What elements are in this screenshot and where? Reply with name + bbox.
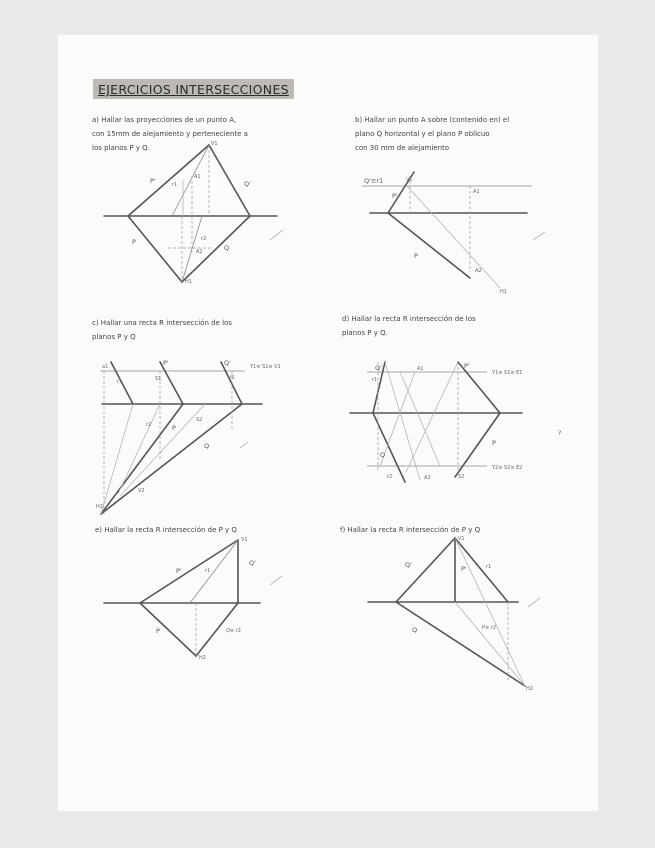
trace-p (455, 602, 525, 686)
label: Q≡ r2 (226, 628, 241, 634)
label: Q' (249, 559, 256, 567)
label: V1 (458, 536, 465, 542)
statement-line: planos P y Q. (342, 329, 388, 337)
diagram-d (350, 362, 561, 482)
page-title: EJERCICIOS INTERSECCIONES (98, 82, 289, 97)
label: V1 (211, 141, 218, 147)
label: Q (224, 244, 230, 252)
trace-p (140, 603, 196, 656)
statement-line: f) Hallar la recta R intersección de P y Q (340, 526, 481, 534)
statement-line: con 30 mm de alejamiento (355, 144, 450, 152)
label: r2 (387, 474, 393, 480)
label: Q' (405, 561, 412, 569)
label: r1 (117, 379, 123, 385)
label: A1 (417, 366, 424, 372)
check-mark (270, 576, 282, 585)
statement-line: plano Q horizontal y el plano P oblicuo (355, 130, 490, 138)
label: r1 (486, 564, 492, 570)
check-mark (240, 442, 248, 448)
line-r1 (190, 540, 238, 603)
label: P' (176, 567, 182, 575)
label: Q' (375, 364, 382, 372)
label: Y1≡ S1≡ V1 (250, 364, 281, 370)
label: Q' (244, 180, 251, 188)
aux-line (407, 186, 500, 288)
aux-line (101, 404, 133, 514)
label: a1 (102, 364, 109, 370)
label: S1 (155, 376, 162, 382)
aux-line (400, 372, 440, 466)
label: V1 (241, 537, 248, 543)
label: H2 (526, 686, 533, 692)
statement-line: d) Hallar la recta R intersección de los (342, 315, 476, 323)
trace-p1 (128, 145, 209, 216)
check-mark (528, 598, 540, 607)
diagram-e (104, 537, 282, 661)
diagram-a (104, 141, 283, 285)
label: A2 (475, 268, 482, 274)
diagram-b (362, 172, 545, 295)
question-mark: ? (558, 429, 562, 437)
statement-line: e) Hallar la recta R intersección de P y Q (95, 526, 237, 534)
label: A2 (424, 475, 431, 481)
label: P≡ r2 (482, 625, 497, 631)
trace-p (128, 216, 182, 282)
aux-line (385, 362, 420, 480)
label: Q' (224, 359, 231, 367)
label: A2 (196, 249, 203, 255)
label: P' (464, 362, 470, 370)
label: P' (392, 192, 398, 200)
statement-line: c) Hallar una recta R intersección de los (92, 319, 232, 327)
label: Y1≡ S1≡ E1 (492, 370, 523, 376)
label: P (156, 627, 160, 635)
label: P' (163, 359, 169, 367)
label: P (132, 238, 136, 246)
aux-line (380, 372, 415, 466)
aux-line (120, 404, 205, 496)
statement-line: planos P y Q (92, 333, 136, 341)
label: H1 (500, 289, 507, 295)
check-mark (533, 232, 545, 240)
diagram-f (368, 536, 540, 692)
label: r1 (172, 182, 178, 188)
trace-p1 (160, 362, 183, 404)
label: r2 (201, 236, 207, 242)
aux-line (118, 404, 160, 494)
label: r1 (205, 568, 211, 574)
label: Q (204, 442, 210, 450)
trace-q1 (396, 538, 455, 602)
check-mark (270, 230, 283, 240)
label: H2 (96, 504, 103, 510)
label: P (414, 252, 418, 260)
label: P' (461, 565, 467, 573)
trace-q1 (221, 362, 242, 404)
label: P (172, 424, 176, 432)
label: A1 (473, 189, 480, 195)
line-r1 (172, 145, 209, 216)
label: P' (150, 177, 156, 185)
statement-line: con 15mm de alejamiento y perteneciente a (92, 130, 248, 138)
label: Q (412, 626, 418, 634)
trace-p (388, 213, 470, 278)
label: r1 (372, 377, 378, 383)
diagram-c (96, 359, 281, 514)
label: V2 (138, 488, 145, 494)
label: V1 (406, 177, 413, 183)
label: Q (380, 451, 386, 459)
label: S2 (196, 417, 203, 423)
label: Y2≡ S2≡ E2 (492, 465, 523, 471)
label: Q'≡r1 (364, 177, 384, 185)
trace-q (396, 602, 525, 686)
label: P (492, 439, 496, 447)
label: V1 (228, 375, 235, 381)
aux-line (406, 362, 458, 472)
label: A1 (194, 174, 201, 180)
label: H2 (199, 655, 206, 661)
label: r2 (146, 422, 152, 428)
statement-line: los planos P y Q. (92, 144, 150, 152)
statement-line: b) Hallar un punto A sobre (contenido en) el (355, 116, 510, 124)
label: S2 (458, 474, 465, 480)
statement-line: a) Hallar las proyecciones de un punto A, (92, 116, 237, 124)
label: H1 (185, 279, 192, 285)
trace-p1 (140, 540, 238, 603)
